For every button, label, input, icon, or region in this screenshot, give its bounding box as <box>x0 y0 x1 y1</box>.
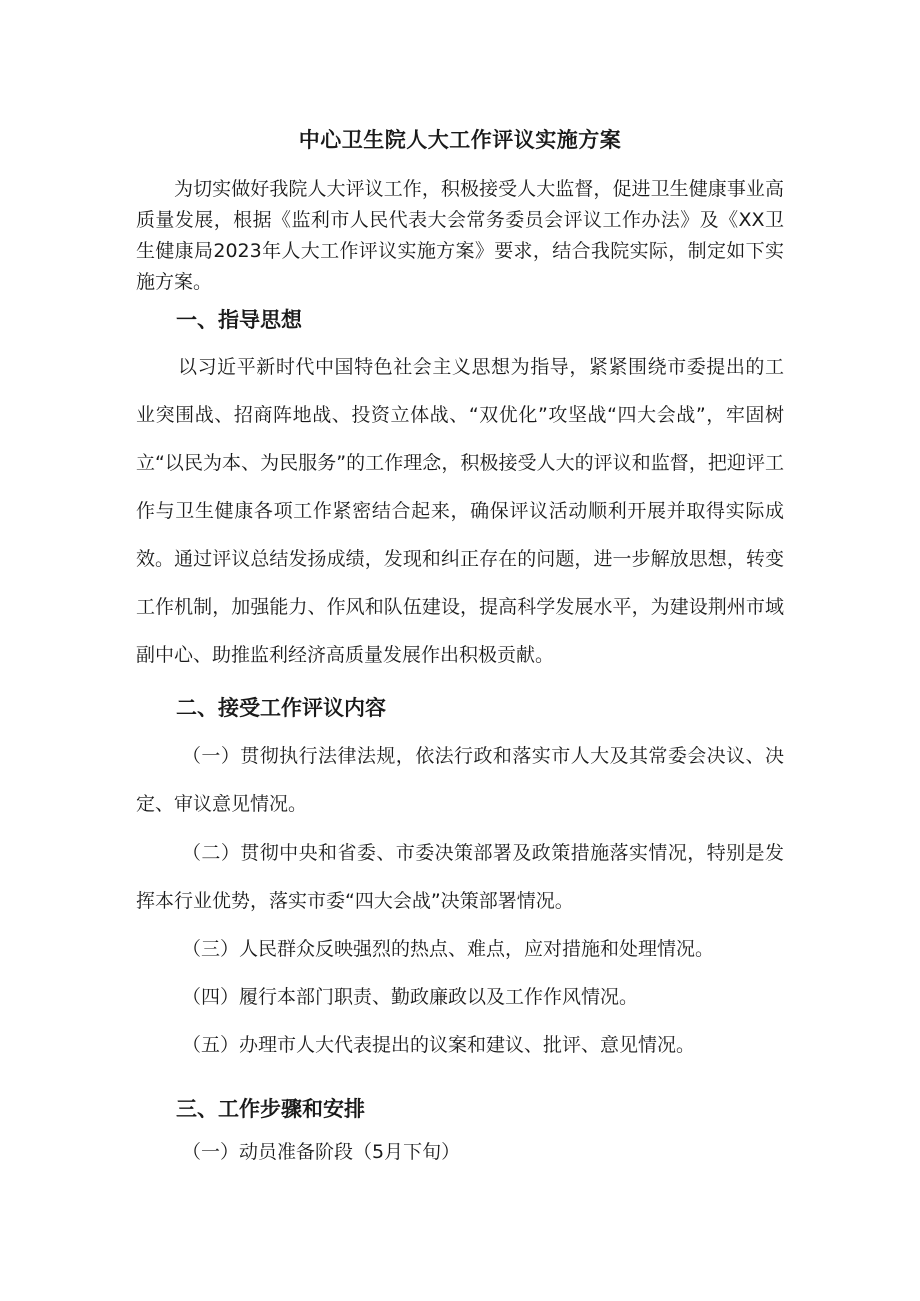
review-content-item-3: （三）人民群众反映强烈的热点、难点，应对措施和处理情况。 <box>182 938 715 960</box>
review-content-item-5: （五）办理市人大代表提出的议案和建议、批评、意见情况。 <box>182 1034 696 1056</box>
review-content-item-4: （四）履行本部门职责、勤政廉政以及工作作风情况。 <box>182 986 639 1008</box>
guiding-thought-paragraph: 以习近平新时代中国特色社会主义思想为指导，紧紧围绕市委提出的工业突围战、招商阵地战、投资立体战、“双优化”攻坚战“四大会战”，牢固树立“以民为本、为民服务”的工作理念，积极接受人大的评议和监督，把迎评工作与卫生健康各项工作紧密结合起来，确保评议活动顺利开展并取得实际成效。通过评议总结发扬成绩，发现和纠正存在的问题，进一步解放思想，转变工作机制，加强能力、作风和队伍建设，提高科学发展水平，为建设荆州市域副中心、助推监利经济高质量发展作出积极贡献。 <box>136 356 784 666</box>
section-heading-guiding-thought: 一、指导思想 <box>176 308 302 332</box>
work-steps-item-1: （一）动员准备阶段（5月下旬） <box>182 1141 461 1163</box>
review-content-item-2: （二）贯彻中央和省委、市委决策部署及政策措施落实情况，特别是发挥本行业优势，落实市委“四大会战”决策部署情况。 <box>136 842 784 912</box>
review-content-item-1: （一）贯彻执行法律法规，依法行政和落实市人大及其常委会决议、决定、审议意见情况。 <box>136 745 784 815</box>
intro-paragraph: 为切实做好我院人大评议工作，积极接受人大监督，促进卫生健康事业高质量发展，根据《监利市人民代表大会常务委员会评议工作办法》及《XX卫生健康局2023年人大工作评议实施方案》要求，结合我院实际，制定如下实施方案。 <box>136 178 784 293</box>
section-heading-review-content: 二、接受工作评议内容 <box>176 696 386 720</box>
section-heading-work-steps: 三、工作步骤和安排 <box>176 1097 365 1121</box>
document-title: 中心卫生院人大工作评议实施方案 <box>298 128 622 152</box>
